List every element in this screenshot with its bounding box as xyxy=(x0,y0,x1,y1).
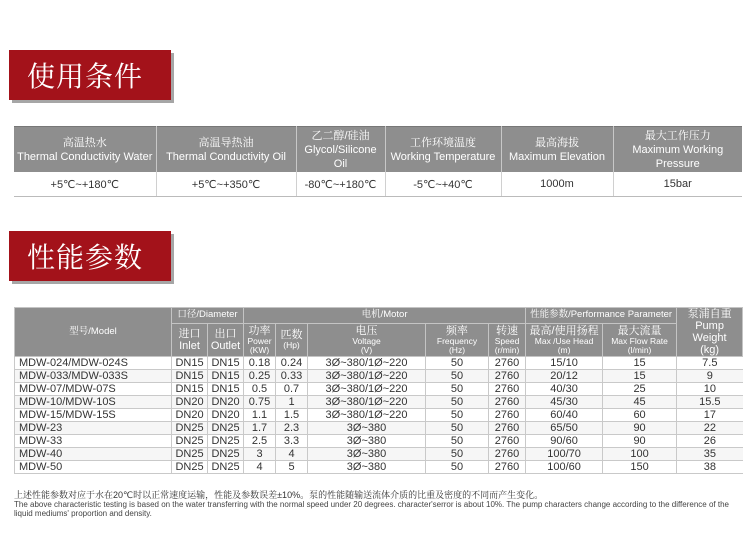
perf-table-body xyxy=(15,357,743,474)
cond-value-oil: +5℃~+350℃ xyxy=(156,172,296,197)
conditions-title-text: 使用条件 xyxy=(27,61,144,92)
table-row xyxy=(15,409,743,422)
cond-header-water: 高温热水 Thermal Conductivity Water xyxy=(14,127,156,173)
cell-frequency: 50 xyxy=(426,409,489,422)
cell-flow: 90 xyxy=(603,422,677,435)
cond-header-temperature: 工作环境温度 Working Temperature xyxy=(385,127,501,173)
conditions-header-row xyxy=(14,127,742,173)
cell-voltage: 3Ø~380 xyxy=(308,435,426,448)
note-chinese: 上述性能参数对应于水在20℃时以正常速度运输，性能及参数误差±10%。泵的性能随输送流体介质的比重及密度的不同而产生变化。 xyxy=(14,490,544,500)
cell-weight: 22 xyxy=(677,422,743,435)
cell-hp: 5 xyxy=(276,461,308,474)
cell-frequency: 50 xyxy=(426,422,489,435)
perf-header-flow: 最大流量 Max Flow Rate (l/min) xyxy=(603,323,677,356)
cell-head: 15/10 xyxy=(526,357,603,370)
perf-header-frequency: 频率 Frequency (Hz) xyxy=(426,323,489,356)
cell-speed: 2760 xyxy=(489,396,526,409)
cell-speed: 2760 xyxy=(489,422,526,435)
cell-model: MDW-033/MDW-033S xyxy=(15,370,172,383)
perf-group-header-row xyxy=(15,308,743,324)
cell-model: MDW-40 xyxy=(15,448,172,461)
cell-frequency: 50 xyxy=(426,396,489,409)
cell-power: 1.7 xyxy=(244,422,276,435)
cell-speed: 2760 xyxy=(489,435,526,448)
cell-speed: 2760 xyxy=(489,409,526,422)
cell-weight: 26 xyxy=(677,435,743,448)
perf-header-power: 功率 Power (KW) xyxy=(244,323,276,356)
cond-value-temperature: -5℃~+40℃ xyxy=(385,172,501,197)
cell-hp: 1.5 xyxy=(276,409,308,422)
conditions-table xyxy=(14,126,742,197)
cell-voltage: 3Ø~380/1Ø~220 xyxy=(308,409,426,422)
cell-speed: 2760 xyxy=(489,357,526,370)
cell-inlet: DN25 xyxy=(172,435,208,448)
cell-flow: 90 xyxy=(603,435,677,448)
cell-power: 0.25 xyxy=(244,370,276,383)
cell-head: 90/60 xyxy=(526,435,603,448)
cell-weight: 35 xyxy=(677,448,743,461)
cell-speed: 2760 xyxy=(489,448,526,461)
cell-flow: 45 xyxy=(603,396,677,409)
cell-hp: 0.24 xyxy=(276,357,308,370)
cond-value-glycol: -80℃~+180℃ xyxy=(296,172,385,197)
cell-frequency: 50 xyxy=(426,357,489,370)
cell-flow: 100 xyxy=(603,448,677,461)
performance-section-title xyxy=(9,231,171,281)
cell-head: 60/40 xyxy=(526,409,603,422)
cell-flow: 150 xyxy=(603,461,677,474)
perf-header-performance: 性能参数/Performance Parameter xyxy=(526,308,677,324)
cell-inlet: DN20 xyxy=(172,409,208,422)
cond-header-pressure: 最大工作压力 Maximum Working Pressure xyxy=(613,127,742,173)
cell-outlet: DN20 xyxy=(208,396,244,409)
cell-voltage: 3Ø~380 xyxy=(308,448,426,461)
table-row xyxy=(15,461,743,474)
cell-weight: 17 xyxy=(677,409,743,422)
cell-weight: 7.5 xyxy=(677,357,743,370)
cell-outlet: DN15 xyxy=(208,370,244,383)
cell-hp: 0.7 xyxy=(276,383,308,396)
cell-frequency: 50 xyxy=(426,461,489,474)
perf-header-inlet: 进口 Inlet xyxy=(172,323,208,356)
cell-inlet: DN25 xyxy=(172,448,208,461)
cell-inlet: DN25 xyxy=(172,422,208,435)
cell-power: 1.1 xyxy=(244,409,276,422)
cell-flow: 25 xyxy=(603,383,677,396)
cell-frequency: 50 xyxy=(426,448,489,461)
conditions-value-row xyxy=(14,172,742,197)
cell-outlet: DN15 xyxy=(208,357,244,370)
cell-model: MDW-50 xyxy=(15,461,172,474)
cond-value-elevation: 1000m xyxy=(501,172,613,197)
cell-weight: 38 xyxy=(677,461,743,474)
cell-voltage: 3Ø~380/1Ø~220 xyxy=(308,357,426,370)
perf-header-speed: 转速 Speed (r/min) xyxy=(489,323,526,356)
cell-model: MDW-07/MDW-07S xyxy=(15,383,172,396)
cell-inlet: DN15 xyxy=(172,370,208,383)
table-row xyxy=(15,357,743,370)
cell-weight: 9 xyxy=(677,370,743,383)
cell-power: 3 xyxy=(244,448,276,461)
performance-table xyxy=(14,307,743,474)
table-row xyxy=(15,370,743,383)
table-row xyxy=(15,383,743,396)
cond-header-elevation: 最高海拔 Maximum Elevation xyxy=(501,127,613,173)
cell-head: 100/60 xyxy=(526,461,603,474)
cell-power: 0.5 xyxy=(244,383,276,396)
cell-voltage: 3Ø~380 xyxy=(308,422,426,435)
cell-speed: 2760 xyxy=(489,461,526,474)
perf-header-motor: 电机/Motor xyxy=(244,308,526,324)
cell-model: MDW-10/MDW-10S xyxy=(15,396,172,409)
cell-inlet: DN20 xyxy=(172,396,208,409)
cell-power: 4 xyxy=(244,461,276,474)
cell-hp: 2.3 xyxy=(276,422,308,435)
cell-head: 100/70 xyxy=(526,448,603,461)
cell-flow: 15 xyxy=(603,357,677,370)
cell-frequency: 50 xyxy=(426,370,489,383)
cell-outlet: DN25 xyxy=(208,448,244,461)
cell-inlet: DN15 xyxy=(172,383,208,396)
perf-header-outlet: 出口 Outlet xyxy=(208,323,244,356)
cell-head: 65/50 xyxy=(526,422,603,435)
perf-header-diameter: 口径/Diameter xyxy=(172,308,244,324)
cell-power: 0.75 xyxy=(244,396,276,409)
cell-voltage: 3Ø~380/1Ø~220 xyxy=(308,370,426,383)
perf-header-weight: 泵浦自重 Pump Weight (kg) xyxy=(677,308,743,357)
cell-model: MDW-15/MDW-15S xyxy=(15,409,172,422)
cell-outlet: DN15 xyxy=(208,383,244,396)
cell-hp: 0.33 xyxy=(276,370,308,383)
cell-hp: 4 xyxy=(276,448,308,461)
note-english: The above characteristic testing is based on the water transferring with the normal speed under 20 degrees. character'serror is about 10%. The pump characters change according to the difference of the liquid mediums' proportion and density. xyxy=(14,500,729,518)
cell-frequency: 50 xyxy=(426,435,489,448)
conditions-section-title xyxy=(9,50,171,100)
cell-head: 45/30 xyxy=(526,396,603,409)
table-row xyxy=(15,422,743,435)
table-row xyxy=(15,396,743,409)
cond-header-glycol: 乙二醇/硅油 Glycol/Silicone Oil xyxy=(296,127,385,173)
cond-header-oil: 高温导热油 Thermal Conductivity Oil xyxy=(156,127,296,173)
cell-outlet: DN25 xyxy=(208,435,244,448)
cell-power: 2.5 xyxy=(244,435,276,448)
cell-outlet: DN20 xyxy=(208,409,244,422)
cond-value-water: +5℃~+180℃ xyxy=(14,172,156,197)
table-row xyxy=(15,435,743,448)
cell-voltage: 3Ø~380/1Ø~220 xyxy=(308,383,426,396)
cell-frequency: 50 xyxy=(426,383,489,396)
cell-weight: 10 xyxy=(677,383,743,396)
cell-inlet: DN25 xyxy=(172,461,208,474)
cell-speed: 2760 xyxy=(489,370,526,383)
cell-power: 0.18 xyxy=(244,357,276,370)
cond-value-pressure: 15bar xyxy=(613,172,742,197)
cell-weight: 15.5 xyxy=(677,396,743,409)
cell-head: 20/12 xyxy=(526,370,603,383)
cell-model: MDW-33 xyxy=(15,435,172,448)
perf-header-model: 型号/Model xyxy=(15,308,172,357)
cell-outlet: DN25 xyxy=(208,422,244,435)
performance-title-text: 性能参数 xyxy=(27,242,144,273)
table-row xyxy=(15,448,743,461)
perf-header-voltage: 电压 Voltage (V) xyxy=(308,323,426,356)
cell-head: 40/30 xyxy=(526,383,603,396)
cell-flow: 60 xyxy=(603,409,677,422)
cell-flow: 15 xyxy=(603,370,677,383)
cell-inlet: DN15 xyxy=(172,357,208,370)
cell-voltage: 3Ø~380/1Ø~220 xyxy=(308,396,426,409)
cell-model: MDW-23 xyxy=(15,422,172,435)
cell-outlet: DN25 xyxy=(208,461,244,474)
cell-voltage: 3Ø~380 xyxy=(308,461,426,474)
cell-hp: 3.3 xyxy=(276,435,308,448)
cell-speed: 2760 xyxy=(489,383,526,396)
cell-model: MDW-024/MDW-024S xyxy=(15,357,172,370)
cell-hp: 1 xyxy=(276,396,308,409)
perf-header-hp: 匹数 (Hp) xyxy=(276,323,308,356)
perf-header-head: 最高/使用扬程 Max /Use Head (m) xyxy=(526,323,603,356)
